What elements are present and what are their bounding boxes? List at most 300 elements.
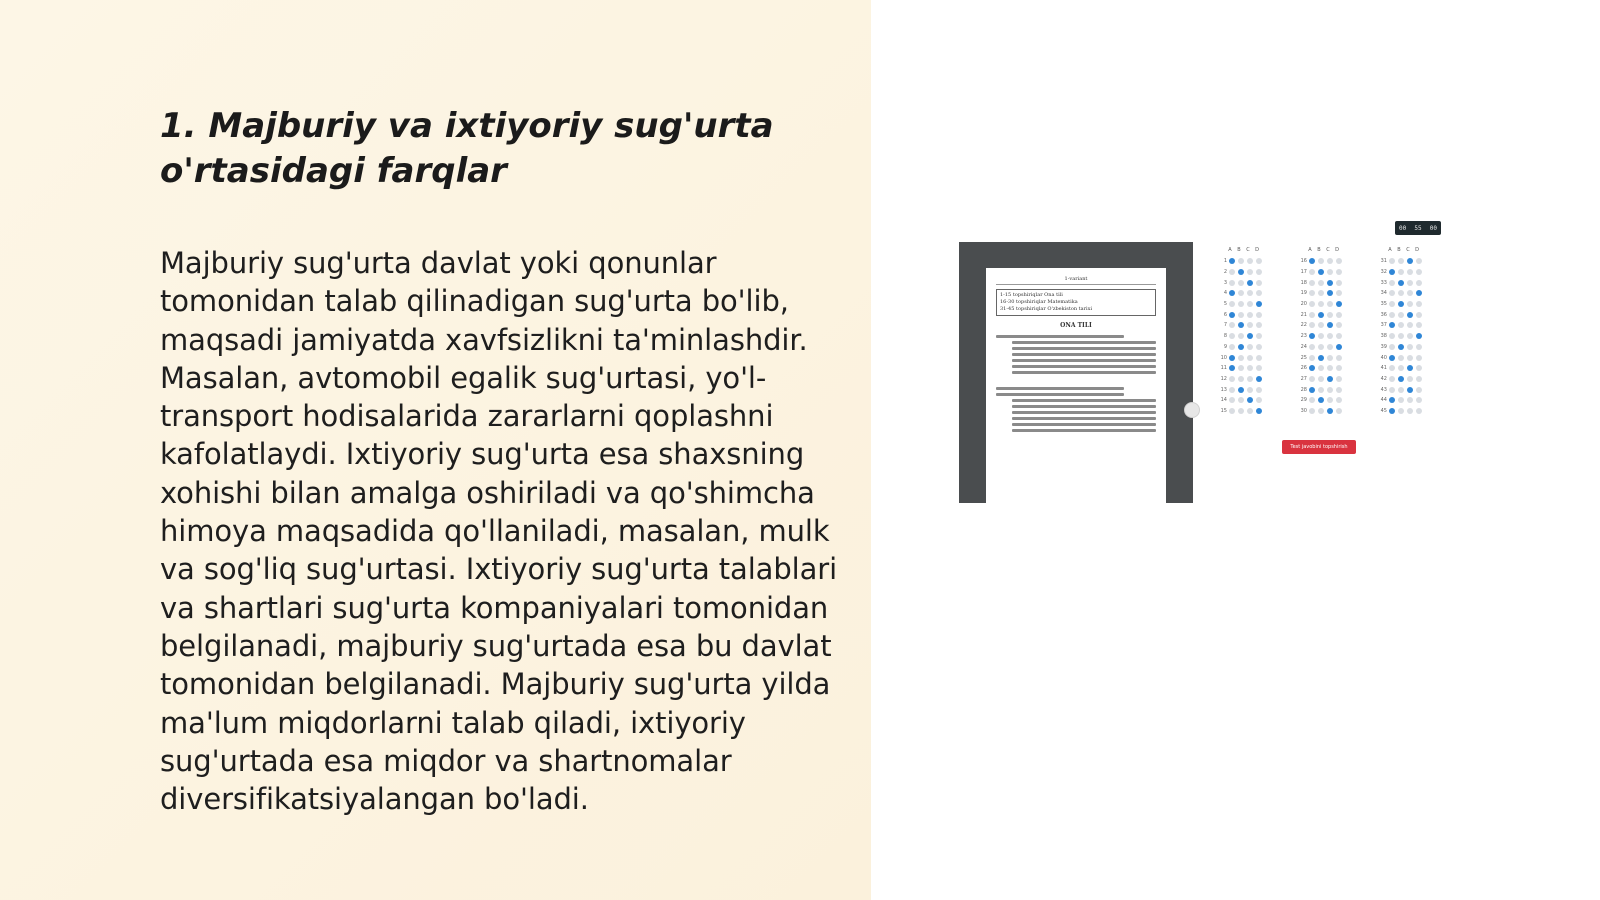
question-number: 28 [1300,386,1307,393]
answer-bubble[interactable] [1336,290,1342,296]
answer-bubble[interactable] [1318,290,1324,296]
answer-column [1217,247,1277,416]
answer-bubble[interactable] [1407,333,1413,339]
answer-bubble[interactable] [1238,408,1244,414]
answer-bubble[interactable] [1416,365,1422,371]
answer-row [1377,384,1437,395]
answer-letter: C [1406,247,1410,253]
answer-bubble[interactable] [1398,365,1404,371]
answer-row [1297,277,1357,288]
answer-letter: C [1326,247,1330,253]
question-number: 44 [1380,397,1387,404]
question-number: 7 [1223,322,1227,329]
question-number: 4 [1223,290,1227,297]
answer-bubble[interactable] [1336,365,1342,371]
question-number: 11 [1220,365,1227,372]
question-number: 24 [1300,343,1307,350]
slide-title: 1. Majburiy va ixtiyoriy sug'urta o'rtasidagi farqlar [160,106,774,191]
answer-option-line [1012,347,1156,350]
answer-row [1297,267,1357,278]
question-number: 33 [1380,279,1387,286]
answer-bubble[interactable] [1247,344,1253,350]
answer-bubble[interactable] [1398,387,1404,393]
answer-letters [1387,247,1437,253]
answer-row [1217,331,1277,342]
answer-row [1377,363,1437,374]
answer-bubble[interactable] [1256,365,1262,371]
answer-bubble[interactable] [1309,365,1315,371]
answer-bubble[interactable] [1309,355,1315,361]
answer-bubble[interactable] [1309,301,1315,307]
answer-bubble[interactable] [1318,355,1324,361]
question-text-line [996,387,1124,390]
answer-bubble[interactable] [1229,258,1235,264]
answer-bubble[interactable] [1229,387,1235,393]
page-header: 1-variant [996,276,1156,285]
answer-bubble[interactable] [1309,387,1315,393]
answer-bubble[interactable] [1398,290,1404,296]
answer-column [1297,247,1357,416]
answer-sheet [1217,247,1439,447]
answer-bubble[interactable] [1398,355,1404,361]
answer-bubble[interactable] [1407,322,1413,328]
answer-bubble[interactable] [1247,397,1253,403]
answer-bubble[interactable] [1229,280,1235,286]
answer-bubble[interactable] [1309,322,1315,328]
answer-bubble[interactable] [1238,365,1244,371]
answer-bubble[interactable] [1407,355,1413,361]
answer-row [1377,288,1437,299]
answer-bubble[interactable] [1309,376,1315,382]
answer-bubble[interactable] [1318,387,1324,393]
answer-letter: B [1237,247,1241,253]
answer-bubble[interactable] [1247,376,1253,382]
answer-row [1377,352,1437,363]
answer-bubble[interactable] [1247,258,1253,264]
answer-bubble[interactable] [1336,301,1342,307]
answer-row [1217,363,1277,374]
answer-bubble[interactable] [1389,312,1395,318]
answer-bubble[interactable] [1318,301,1324,307]
answer-bubble[interactable] [1309,333,1315,339]
answer-bubble[interactable] [1247,301,1253,307]
answer-row [1217,352,1277,363]
answer-bubble[interactable] [1407,280,1413,286]
answer-row [1377,374,1437,385]
answer-bubble[interactable] [1407,290,1413,296]
answer-bubble[interactable] [1407,312,1413,318]
answer-bubble[interactable] [1389,387,1395,393]
answer-bubble[interactable] [1229,269,1235,275]
answer-letter: C [1246,247,1250,253]
question-number: 30 [1300,407,1307,414]
answer-bubble[interactable] [1416,408,1422,414]
answer-bubble[interactable] [1247,333,1253,339]
answer-bubble[interactable] [1336,376,1342,382]
answer-bubble[interactable] [1247,280,1253,286]
answer-bubble[interactable] [1238,397,1244,403]
answer-bubble[interactable] [1336,344,1342,350]
answer-bubble[interactable] [1407,397,1413,403]
answer-bubble[interactable] [1327,365,1333,371]
answer-bubble[interactable] [1389,355,1395,361]
answer-bubble[interactable] [1256,280,1262,286]
answer-bubble[interactable] [1398,280,1404,286]
answer-bubble[interactable] [1407,365,1413,371]
answer-bubble[interactable] [1318,344,1324,350]
answer-bubble[interactable] [1256,355,1262,361]
answer-bubble[interactable] [1247,408,1253,414]
answer-row [1297,309,1357,320]
answer-row [1297,288,1357,299]
answer-row [1377,320,1437,331]
answer-bubble[interactable] [1256,344,1262,350]
question-number: 10 [1220,354,1227,361]
answer-row [1217,309,1277,320]
answer-bubble[interactable] [1309,397,1315,403]
answer-bubble[interactable] [1398,344,1404,350]
answer-bubble[interactable] [1318,333,1324,339]
answer-bubble[interactable] [1247,290,1253,296]
answer-bubble[interactable] [1318,280,1324,286]
answer-bubble[interactable] [1318,376,1324,382]
answer-bubble[interactable] [1256,397,1262,403]
answer-row [1297,406,1357,417]
question-number: 37 [1380,322,1387,329]
answer-bubble[interactable] [1327,301,1333,307]
answer-bubble[interactable] [1309,312,1315,318]
answer-bubble[interactable] [1238,269,1244,275]
answer-bubble[interactable] [1229,376,1235,382]
answer-row [1217,374,1277,385]
answer-letter: D [1335,247,1339,253]
answer-bubble[interactable] [1327,280,1333,286]
answer-bubble[interactable] [1229,397,1235,403]
answer-bubble[interactable] [1318,269,1324,275]
answer-bubble[interactable] [1398,408,1404,414]
question-number: 27 [1300,375,1307,382]
answer-bubble[interactable] [1327,290,1333,296]
answer-bubble[interactable] [1389,301,1395,307]
answer-bubble[interactable] [1336,408,1342,414]
answer-bubble[interactable] [1398,269,1404,275]
answer-bubble[interactable] [1309,408,1315,414]
answer-bubble[interactable] [1389,365,1395,371]
answer-bubble[interactable] [1416,322,1422,328]
answer-bubble[interactable] [1229,290,1235,296]
question-number: 23 [1300,333,1307,340]
answer-row [1217,384,1277,395]
question-number: 40 [1380,354,1387,361]
answer-option-line [1012,417,1156,420]
answer-bubble[interactable] [1416,387,1422,393]
answer-row [1297,256,1357,267]
answer-bubble[interactable] [1416,290,1422,296]
answer-bubble[interactable] [1327,269,1333,275]
answer-bubble[interactable] [1256,322,1262,328]
answer-option-line [1012,359,1156,362]
answer-bubble[interactable] [1229,365,1235,371]
answer-bubble[interactable] [1416,301,1422,307]
answer-bubble[interactable] [1256,258,1262,264]
answer-bubble[interactable] [1327,408,1333,414]
question-number: 3 [1223,279,1227,286]
question-text-line [996,335,1124,338]
question-number: 5 [1223,301,1227,308]
answer-option-line [1012,353,1156,356]
answer-row [1217,299,1277,310]
answer-bubble[interactable] [1327,397,1333,403]
answer-bubble[interactable] [1416,269,1422,275]
question-number: 35 [1380,301,1387,308]
answer-bubble[interactable] [1327,355,1333,361]
answer-bubble[interactable] [1309,280,1315,286]
scroll-handle[interactable] [1184,402,1200,418]
answer-bubble[interactable] [1318,322,1324,328]
answer-bubble[interactable] [1256,301,1262,307]
section-row: 1-15 topshiriqlar Ona tili [1000,292,1063,298]
question-number: 8 [1223,333,1227,340]
answer-bubble[interactable] [1229,322,1235,328]
answer-bubble[interactable] [1336,322,1342,328]
question-number: 45 [1380,407,1387,414]
answer-bubble[interactable] [1416,280,1422,286]
question-number: 41 [1380,365,1387,372]
answer-bubble[interactable] [1389,258,1395,264]
answer-bubble[interactable] [1416,312,1422,318]
answer-bubble[interactable] [1327,333,1333,339]
answer-row [1217,277,1277,288]
question-number: 31 [1380,258,1387,265]
answer-bubble[interactable] [1318,312,1324,318]
answer-bubble[interactable] [1327,258,1333,264]
answer-bubble[interactable] [1327,376,1333,382]
question-number: 20 [1300,301,1307,308]
answer-bubble[interactable] [1238,333,1244,339]
question-number: 29 [1300,397,1307,404]
answer-bubble[interactable] [1336,258,1342,264]
answer-option-line [1012,423,1156,426]
answer-bubble[interactable] [1416,344,1422,350]
answer-bubble[interactable] [1238,387,1244,393]
answer-bubble[interactable] [1318,258,1324,264]
answer-letter: B [1317,247,1321,253]
answer-bubble[interactable] [1416,333,1422,339]
answer-bubble[interactable] [1238,280,1244,286]
answer-bubble[interactable] [1336,280,1342,286]
answer-bubble[interactable] [1398,333,1404,339]
question-number: 32 [1380,269,1387,276]
answer-letter: A [1308,247,1312,253]
answer-row [1297,342,1357,353]
answer-bubble[interactable] [1407,269,1413,275]
answer-bubble[interactable] [1398,312,1404,318]
answer-bubble[interactable] [1318,408,1324,414]
answer-row [1377,406,1437,417]
answer-row [1377,342,1437,353]
answer-bubble[interactable] [1336,387,1342,393]
answer-bubble[interactable] [1238,322,1244,328]
sections-table [996,289,1156,316]
answer-bubble[interactable] [1407,344,1413,350]
answer-letter: A [1228,247,1232,253]
answer-bubble[interactable] [1256,376,1262,382]
answer-row [1377,267,1437,278]
question-number: 39 [1380,343,1387,350]
answer-bubble[interactable] [1256,408,1262,414]
answer-bubble[interactable] [1229,344,1235,350]
answer-bubble[interactable] [1389,290,1395,296]
answer-bubble[interactable] [1309,258,1315,264]
answer-bubble[interactable] [1327,344,1333,350]
answer-row [1297,384,1357,395]
answer-row [1377,277,1437,288]
answer-bubble[interactable] [1238,376,1244,382]
question-number: 1 [1223,258,1227,265]
answer-letter: D [1415,247,1419,253]
question-number: 38 [1380,333,1387,340]
submit-answers-button[interactable]: Test javobini topshirish [1282,440,1356,454]
answer-row [1217,288,1277,299]
answer-bubble[interactable] [1407,408,1413,414]
answer-bubble[interactable] [1229,301,1235,307]
question-booklet [959,242,1193,503]
answer-bubble[interactable] [1238,301,1244,307]
question-text-line [996,393,1124,396]
answer-letters [1227,247,1277,253]
answer-bubble[interactable] [1407,301,1413,307]
answer-bubble[interactable] [1416,397,1422,403]
answer-option-line [1012,429,1156,432]
answer-bubble[interactable] [1256,290,1262,296]
answer-bubble[interactable] [1336,397,1342,403]
answer-option-line [1012,371,1156,374]
answer-bubble[interactable] [1256,269,1262,275]
answer-bubble[interactable] [1229,333,1235,339]
answer-bubble[interactable] [1336,312,1342,318]
answer-row [1217,395,1277,406]
question-number: 17 [1300,269,1307,276]
answer-bubble[interactable] [1407,258,1413,264]
answer-row [1217,320,1277,331]
answer-bubble[interactable] [1389,344,1395,350]
answer-bubble[interactable] [1256,387,1262,393]
answer-row [1297,320,1357,331]
answer-bubble[interactable] [1398,258,1404,264]
answer-bubble[interactable] [1416,376,1422,382]
answer-option-line [1012,365,1156,368]
question-number: 36 [1380,311,1387,318]
question-number: 34 [1380,290,1387,297]
answer-bubble[interactable] [1416,258,1422,264]
answer-row [1217,256,1277,267]
answer-bubble[interactable] [1309,344,1315,350]
question-number: 25 [1300,354,1307,361]
answer-bubble[interactable] [1256,312,1262,318]
answer-bubble[interactable] [1229,355,1235,361]
answer-bubble[interactable] [1407,387,1413,393]
answer-bubble[interactable] [1309,269,1315,275]
answer-row [1377,299,1437,310]
answer-bubble[interactable] [1238,355,1244,361]
answer-row [1297,395,1357,406]
answer-bubble[interactable] [1389,280,1395,286]
question-number: 19 [1300,290,1307,297]
answer-bubble[interactable] [1229,312,1235,318]
answer-bubble[interactable] [1398,322,1404,328]
section-row: 16-30 topshiriqlar Matematika [1000,299,1078,305]
answer-row [1297,374,1357,385]
answer-row [1377,309,1437,320]
answer-bubble[interactable] [1389,333,1395,339]
answer-bubble[interactable] [1247,269,1253,275]
answer-bubble[interactable] [1229,408,1235,414]
answer-row [1297,363,1357,374]
answer-bubble[interactable] [1336,269,1342,275]
answer-bubble[interactable] [1327,322,1333,328]
answer-row [1377,395,1437,406]
answer-bubble[interactable] [1327,387,1333,393]
answer-letters [1307,247,1357,253]
timer-hours: 00 [1399,224,1407,232]
answer-bubble[interactable] [1389,376,1395,382]
answer-bubble[interactable] [1398,376,1404,382]
answer-bubble[interactable] [1309,290,1315,296]
answer-bubble[interactable] [1247,365,1253,371]
answer-bubble[interactable] [1389,322,1395,328]
answer-row [1217,267,1277,278]
answer-bubble[interactable] [1238,290,1244,296]
answer-bubble[interactable] [1389,408,1395,414]
answer-bubble[interactable] [1407,376,1413,382]
answer-bubble[interactable] [1247,355,1253,361]
answer-row [1377,331,1437,342]
answer-bubble[interactable] [1238,312,1244,318]
answer-bubble[interactable] [1389,269,1395,275]
answer-bubble[interactable] [1247,322,1253,328]
question-number: 16 [1300,258,1307,265]
question-number: 26 [1300,365,1307,372]
answer-bubble[interactable] [1327,312,1333,318]
question-number: 22 [1300,322,1307,329]
answer-bubble[interactable] [1318,365,1324,371]
answer-bubble[interactable] [1336,333,1342,339]
answer-row [1377,256,1437,267]
slide-body-text: Majburiy sug'urta davlat yoki qonunlar tomonidan talab qilinadigan sug'urta bo'lib, maqsadi jamiyatda xavfsizlikni ta'minlashdir. Masalan, avtomobil egalik sug'urtasi, yo'l-transport hodisalarida zararlarni qoplashni kafolatlaydi. Ixtiyoriy sug'urta esa shaxsning xohishi bilan amalga oshiriladi va qo'shimcha himoya maqsadida qo'llaniladi, masalan, mulk va sog'liq sug'urtasi. Ixtiyoriy sug'urta talablari va shartlari sug'urta kompaniyalari tomonidan belgilanadi, majburiy sug'urtada esa bu davlat tomonidan belgilanadi. Majburiy sug'urta yilda ma'lum miqdorlarni talab qiladi, ixtiyoriy sug'urtada esa miqdor va shartnomalar diversifikatsiyalangan bo'ladi. [160,246,838,817]
timer-seconds: 00 [1429,224,1437,232]
answer-bubble[interactable] [1238,258,1244,264]
answer-letter: D [1255,247,1259,253]
subject-heading: ONA TILI [1060,322,1092,329]
answer-bubble[interactable] [1247,387,1253,393]
answer-bubble[interactable] [1318,397,1324,403]
answer-bubble[interactable] [1416,355,1422,361]
answer-option-line [1012,341,1156,344]
exam-illustration [959,221,1441,521]
answer-bubble[interactable] [1398,397,1404,403]
answer-bubble[interactable] [1238,344,1244,350]
question-number: 21 [1300,311,1307,318]
answer-bubble[interactable] [1256,333,1262,339]
answer-row [1297,352,1357,363]
answer-bubble[interactable] [1336,355,1342,361]
answer-row [1217,342,1277,353]
answer-bubble[interactable] [1247,312,1253,318]
answer-bubble[interactable] [1389,397,1395,403]
question-page [986,268,1166,503]
question-number: 15 [1220,407,1227,414]
answer-bubble[interactable] [1398,301,1404,307]
